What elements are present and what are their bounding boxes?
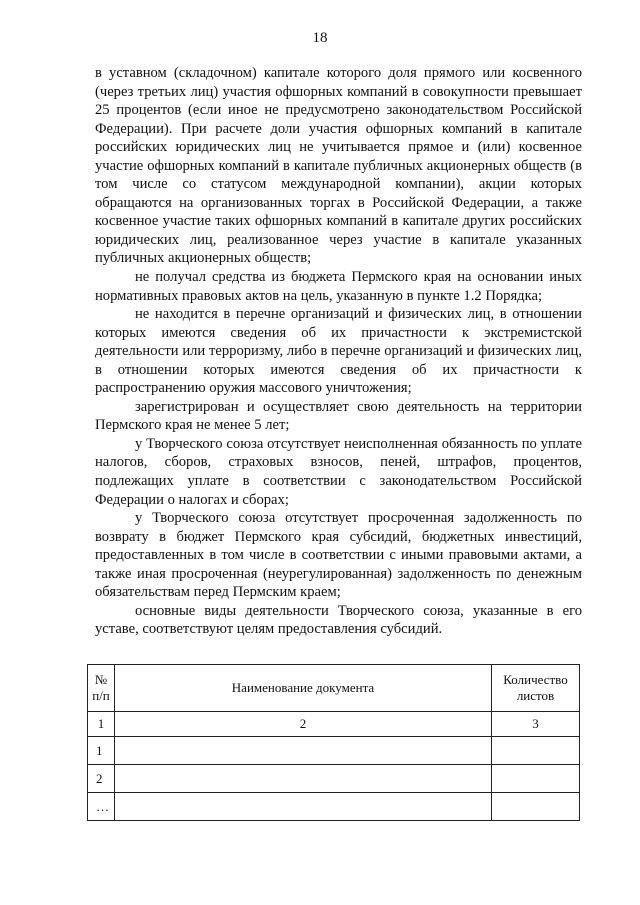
sheet-count-cell (492, 737, 580, 765)
document-name-cell (115, 737, 492, 765)
sheet-count-cell (492, 765, 580, 793)
row-number-cell: 2 (88, 765, 115, 793)
header-document-name: Наименование документа (115, 665, 492, 712)
table-row (88, 793, 580, 821)
header-number: № п/п (88, 665, 115, 712)
paragraph-not-in-extremism-list: не находится в перечне организаций и физических лиц, в отношении которых имеются сведения об их причастности к экстремистской деятельности или терроризму, либо в перечне организаций и физических лиц, в отношении которых имеются сведения об их причастности к распространению оружия массового уничтожения; (95, 306, 582, 397)
column-number-cell: 1 (88, 712, 115, 737)
table-row (88, 737, 580, 765)
paragraph-activities-match-goals: основные виды деятельности Творческого союза, указанные в его уставе, соответствуют целям предоставления субсидий. (95, 602, 582, 638)
row-number-cell: 1 (88, 737, 115, 765)
column-number-cell: 2 (115, 712, 492, 737)
document-name-cell (115, 793, 492, 821)
column-number-cell: 3 (492, 712, 580, 737)
paragraph-offshore-participation: в уставном (складочном) капитале которого доля прямого или косвенного (через третьих лиц) участия офшорных компаний в совокупности превышает 25 процентов (если иное не предусмотрено законодательством Российской Федерации). При расчете доли участия офшорных компаний в капитале российских юридических лиц не учитывается прямое и (или) косвенное участие офшорных компаний в капитале публичных акционерных обществ (в том числе со статусом международной компании), акции которых обращаются на организованных торгах в Российской Федерации, а также косвенное участие таких офшорных компаний в капитале других российских юридических лиц, реализованное через участие в капитале указанных публичных акционерных обществ; (95, 65, 582, 267)
paragraph-no-budget-funds: не получал средства из бюджета Пермского края на основании иных нормативных правовых актов на цель, указанную в пункте 1.2 Порядка; (95, 269, 582, 304)
documents-table (87, 664, 580, 821)
sheet-count-cell (492, 793, 580, 821)
body-text (95, 64, 582, 639)
document-name-cell (115, 765, 492, 793)
row-number-cell: … (88, 793, 115, 821)
paragraph-no-tax-debt: у Творческого союза отсутствует неисполненная обязанность по уплате налогов, сборов, страховых взносов, пеней, штрафов, процентов, подлежащих уплате в соответствии с законодательством Российской Федерации о налогах и сборах; (95, 435, 582, 508)
paragraph-registered-perm-krai: зарегистрирован и осуществляет свою деятельность на территории Пермского края не менее 5 лет; (95, 398, 582, 434)
page-number: 18 (312, 30, 328, 46)
header-sheet-count: Количество листов (492, 665, 580, 712)
paragraph-no-overdue-debt: у Творческого союза отсутствует просроченная задолженность по возврату в бюджет Пермского края субсидий, бюджетных инвестиций, предоставленных в том числе в соответствии с иными правовыми актами, а также иная просроченная (неурегулированная) задолженность по денежным обязательствам перед Пермским краем; (95, 510, 582, 601)
table-row (88, 765, 580, 793)
column-number-row (88, 712, 580, 737)
table-header-row (88, 665, 580, 712)
